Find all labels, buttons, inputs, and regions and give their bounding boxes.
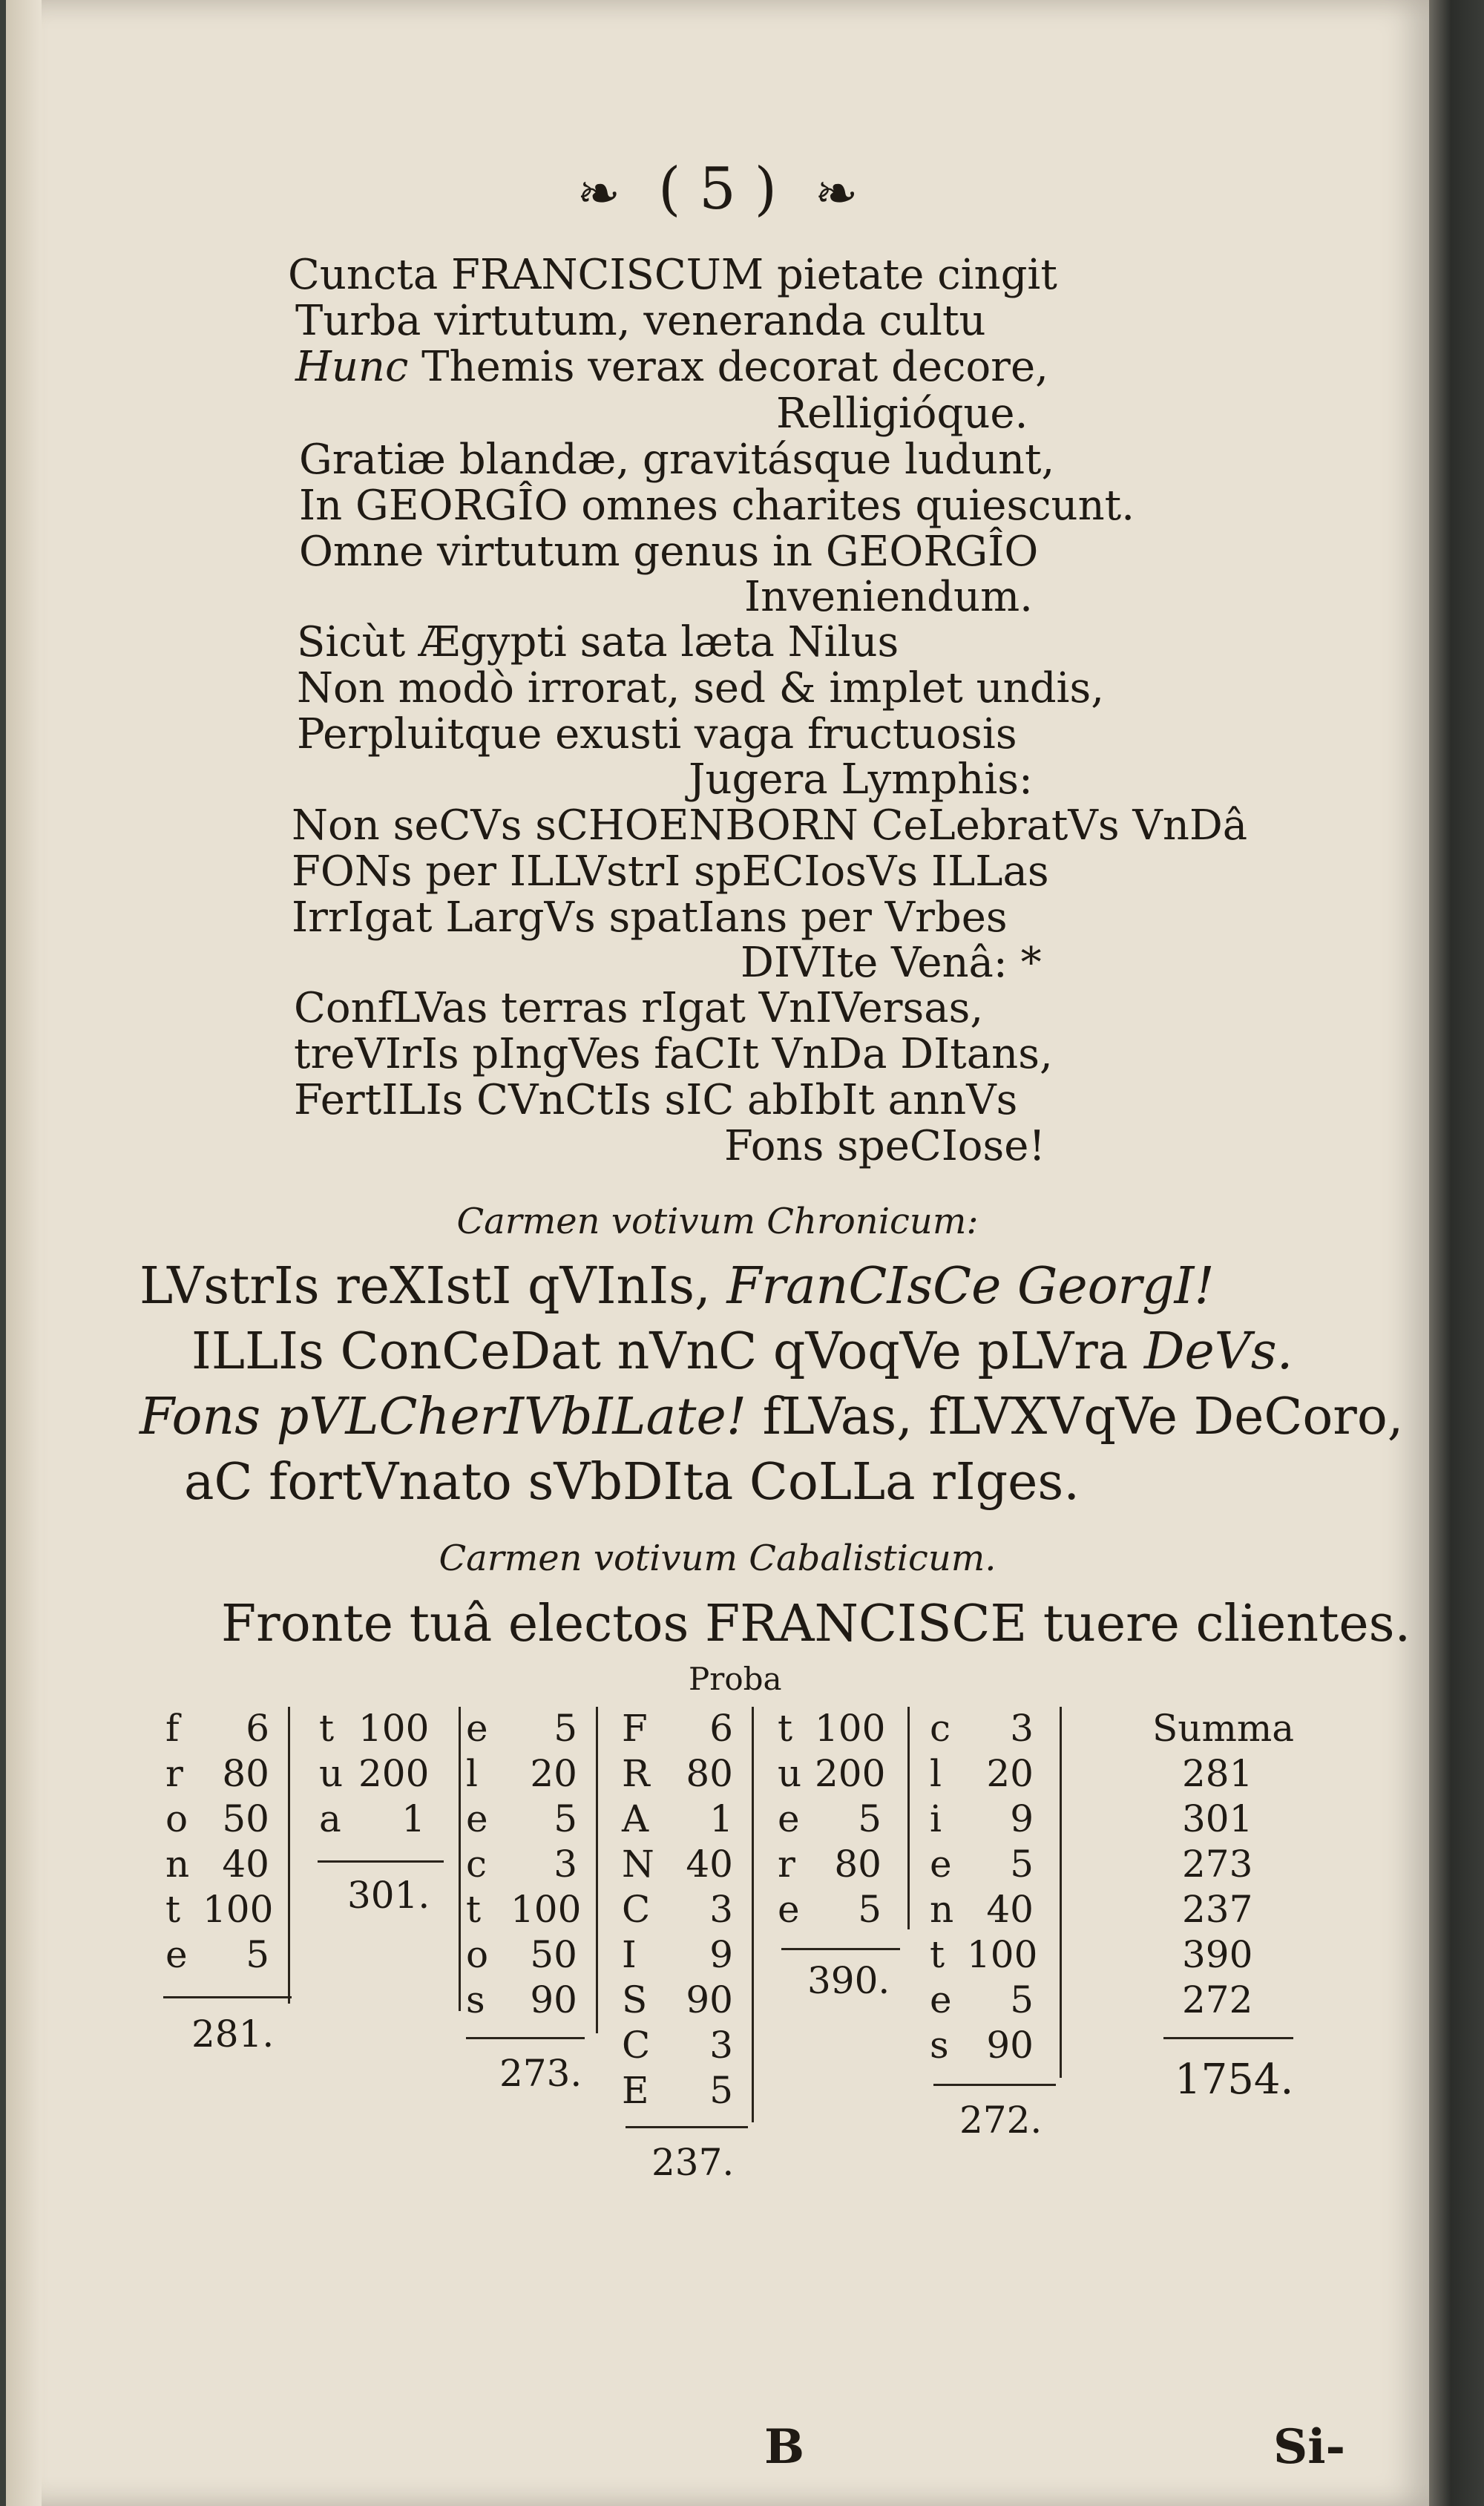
summa-value: 281 bbox=[1182, 1752, 1253, 1795]
cabalisticum-caption: Carmen votivum Cabalisticum. bbox=[439, 1538, 997, 1579]
poem-line: Relligióque. bbox=[776, 390, 1028, 438]
poem-line: Inveniendum. bbox=[744, 573, 1033, 621]
sum-rule bbox=[781, 1948, 900, 1950]
chronicum-line-1a: LVstrIs reXIstI qVInIs, bbox=[139, 1257, 711, 1316]
poem-line: IrrIgat LargVs spatIans per Vrbes bbox=[292, 893, 1008, 942]
table-value: 5 bbox=[858, 1797, 881, 1840]
chronicum-line-2 bbox=[191, 1322, 1293, 1381]
column-rule bbox=[596, 1707, 598, 2033]
table-value: 3 bbox=[709, 1888, 733, 1931]
table-value: 5 bbox=[1010, 1843, 1034, 1886]
table-value: 90 bbox=[530, 1978, 577, 2021]
table-letter: u bbox=[778, 1752, 802, 1795]
left-ornament-icon: ❧ bbox=[577, 163, 621, 224]
table-letter: i bbox=[930, 1797, 942, 1840]
table-letter: C bbox=[622, 2024, 651, 2067]
sum-rule bbox=[163, 1996, 292, 1998]
summa-value: 272 bbox=[1182, 1978, 1253, 2021]
table-value: 50 bbox=[530, 1933, 577, 1976]
poem-line: Perpluitque exusti vaga fructuosis bbox=[297, 710, 1017, 758]
column-total: 301. bbox=[347, 1874, 430, 1917]
poem-line: Non modò irrorat, sed & implet undis, bbox=[297, 664, 1105, 712]
table-letter: I bbox=[622, 1933, 637, 1976]
table-letter: l bbox=[466, 1752, 478, 1795]
cabalisticum-verse: Fronte tuâ electos FRANCISCE tuere clientes. bbox=[221, 1595, 1411, 1653]
chronicum-line-1 bbox=[139, 1257, 1215, 1316]
poem-line: Fons speCIose! bbox=[724, 1122, 1045, 1170]
table-letter: A bbox=[622, 1797, 649, 1840]
table-value: 5 bbox=[709, 2069, 733, 2112]
sum-rule bbox=[626, 2126, 748, 2128]
table-value: 200 bbox=[815, 1752, 886, 1795]
chronicum-line-2a: ILLIs ConCeDat nVnC qVoqVe pLVra bbox=[191, 1322, 1129, 1381]
table-value: 40 bbox=[986, 1888, 1034, 1931]
chronicum-caption: Carmen votivum Chronicum: bbox=[456, 1201, 979, 1242]
summa-label: Summa bbox=[1152, 1707, 1295, 1750]
table-letter: s bbox=[466, 1978, 485, 2021]
table-value: 50 bbox=[222, 1797, 269, 1840]
table-value: 80 bbox=[834, 1843, 881, 1886]
table-value: 90 bbox=[986, 2024, 1034, 2067]
table-value: 100 bbox=[358, 1707, 430, 1750]
table-value: 6 bbox=[709, 1707, 733, 1750]
table-value: 3 bbox=[554, 1843, 577, 1886]
table-letter: F bbox=[622, 1707, 648, 1750]
column-rule bbox=[288, 1707, 290, 2004]
table-letter: t bbox=[930, 1933, 945, 1976]
sum-rule bbox=[933, 2084, 1056, 2086]
summa-rule bbox=[1163, 2037, 1293, 2039]
table-letter: e bbox=[165, 1933, 188, 1976]
table-value: 5 bbox=[554, 1797, 577, 1840]
table-letter: t bbox=[778, 1707, 793, 1750]
table-letter: a bbox=[319, 1797, 341, 1840]
table-value: 80 bbox=[222, 1752, 269, 1795]
table-value: 40 bbox=[222, 1843, 269, 1886]
column-total: 281. bbox=[191, 2013, 275, 2056]
chronicum-line-3 bbox=[139, 1388, 1404, 1446]
table-letter: n bbox=[930, 1888, 954, 1931]
table-value: 20 bbox=[530, 1752, 577, 1795]
table-letter: t bbox=[319, 1707, 335, 1750]
summa-value: 237 bbox=[1182, 1888, 1253, 1931]
poem-line: FertILIs CVnCtIs sIC abIbIt annVs bbox=[294, 1076, 1018, 1124]
hunc-word: Hunc bbox=[295, 343, 409, 391]
table-value: 40 bbox=[686, 1843, 733, 1886]
table-letter: s bbox=[930, 2024, 949, 2067]
poem-line bbox=[295, 343, 1048, 391]
table-value: 6 bbox=[246, 1707, 269, 1750]
page-header bbox=[6, 156, 1429, 224]
table-value: 100 bbox=[510, 1888, 582, 1931]
catchword: Si- bbox=[1273, 2419, 1346, 2475]
table-value: 5 bbox=[554, 1707, 577, 1750]
table-letter: S bbox=[622, 1978, 648, 2021]
poem-line: Turba virtutum, veneranda cultu bbox=[295, 297, 986, 345]
table-letter: e bbox=[930, 1843, 952, 1886]
column-rule bbox=[752, 1707, 754, 2122]
table-letter: o bbox=[466, 1933, 489, 1976]
column-total: 390. bbox=[807, 1959, 890, 2002]
poem-line: Sicùt Ægypti sata læta Nilus bbox=[297, 618, 899, 666]
table-letter: l bbox=[930, 1752, 942, 1795]
table-value: 20 bbox=[986, 1752, 1034, 1795]
chronicum-line-4: aC fortVnato sVbDIta CoLLa rIges. bbox=[184, 1453, 1080, 1512]
table-value: 5 bbox=[1010, 1978, 1034, 2021]
poem-line: Non seCVs sCHOENBORN CeLebratVs VnDâ bbox=[292, 801, 1248, 850]
table-value: 5 bbox=[858, 1888, 881, 1931]
table-letter: e bbox=[930, 1978, 952, 2021]
table-value: 9 bbox=[709, 1933, 733, 1976]
chronicum-line-2b: DeVs. bbox=[1143, 1322, 1293, 1381]
poem-line: treVIrIs pIngVes faCIt VnDa DItans, bbox=[294, 1030, 1053, 1078]
summa-value: 390 bbox=[1182, 1933, 1253, 1976]
column-total: 272. bbox=[959, 2099, 1043, 2142]
poem-line: Omne virtutum genus in GEORGÎO bbox=[299, 528, 1039, 576]
poem-line: Jugera Lymphis: bbox=[689, 755, 1033, 804]
table-value: 1 bbox=[401, 1797, 425, 1840]
summa-value: 273 bbox=[1182, 1843, 1253, 1886]
table-letter: t bbox=[466, 1888, 482, 1931]
table-letter: c bbox=[930, 1707, 951, 1750]
signature-mark: B bbox=[764, 2419, 805, 2475]
chronicum-line-3a: Fons pVLCherIVbILate! bbox=[139, 1388, 747, 1446]
poem-line: DIVIte Venâ: * bbox=[741, 939, 1042, 987]
table-value: 100 bbox=[967, 1933, 1038, 1976]
table-letter: t bbox=[165, 1888, 181, 1931]
column-total: 273. bbox=[499, 2052, 582, 2095]
sum-rule bbox=[318, 1860, 444, 1863]
table-letter: N bbox=[622, 1843, 654, 1886]
table-value: 9 bbox=[1010, 1797, 1034, 1840]
column-rule bbox=[459, 1707, 461, 2011]
poem-line: Cuncta FRANCISCUM pietate cingit bbox=[288, 251, 1057, 299]
table-value: 80 bbox=[686, 1752, 733, 1795]
table-letter: e bbox=[778, 1888, 800, 1931]
poem-line: In GEORGÎO omnes charites quiescunt. bbox=[299, 482, 1135, 530]
table-value: 1 bbox=[709, 1797, 733, 1840]
table-value: 100 bbox=[815, 1707, 886, 1750]
table-letter: r bbox=[778, 1843, 795, 1886]
page-gutter bbox=[6, 0, 42, 2506]
table-value: 100 bbox=[203, 1888, 274, 1931]
table-letter: e bbox=[466, 1707, 488, 1750]
page-number: ( 5 ) bbox=[657, 156, 778, 223]
column-rule bbox=[907, 1707, 910, 1929]
table-letter: r bbox=[165, 1752, 183, 1795]
right-ornament-icon: ❧ bbox=[814, 163, 858, 224]
table-letter: E bbox=[622, 2069, 649, 2112]
table-letter: R bbox=[622, 1752, 650, 1795]
book-page bbox=[6, 0, 1429, 2506]
table-value: 200 bbox=[358, 1752, 430, 1795]
table-letter: e bbox=[466, 1797, 488, 1840]
table-value: 5 bbox=[246, 1933, 269, 1976]
table-letter: f bbox=[165, 1707, 180, 1750]
table-letter: u bbox=[319, 1752, 344, 1795]
table-value: 90 bbox=[686, 1978, 733, 2021]
table-letter: c bbox=[466, 1843, 487, 1886]
chronicum-line-1b: FranCIsCe GeorgI! bbox=[726, 1257, 1215, 1316]
chronicum-line-3b: fLVas, fLVXVqVe DeCoro, bbox=[762, 1388, 1404, 1446]
table-letter: C bbox=[622, 1888, 651, 1931]
poem-line: ConfLVas terras rIgat VnIVersas, bbox=[294, 984, 984, 1032]
summa-total: 1754. bbox=[1175, 2056, 1294, 2104]
poem-line: Gratiæ blandæ, gravitásque ludunt, bbox=[299, 436, 1055, 484]
sum-rule bbox=[466, 2037, 585, 2039]
table-value: 3 bbox=[1010, 1707, 1034, 1750]
poem-line: FONs per ILLVstrI spECIosVs ILLas bbox=[292, 847, 1049, 896]
table-value: 3 bbox=[709, 2024, 733, 2067]
summa-value: 301 bbox=[1182, 1797, 1253, 1840]
proba-label: Proba bbox=[689, 1661, 782, 1697]
table-letter: o bbox=[165, 1797, 188, 1840]
column-rule bbox=[1060, 1707, 1062, 2078]
book-edge bbox=[1429, 0, 1484, 2506]
column-total: 237. bbox=[651, 2141, 735, 2184]
table-letter: e bbox=[778, 1797, 800, 1840]
poem-line-text: Themis verax decorat decore, bbox=[421, 343, 1048, 391]
table-letter: n bbox=[165, 1843, 190, 1886]
